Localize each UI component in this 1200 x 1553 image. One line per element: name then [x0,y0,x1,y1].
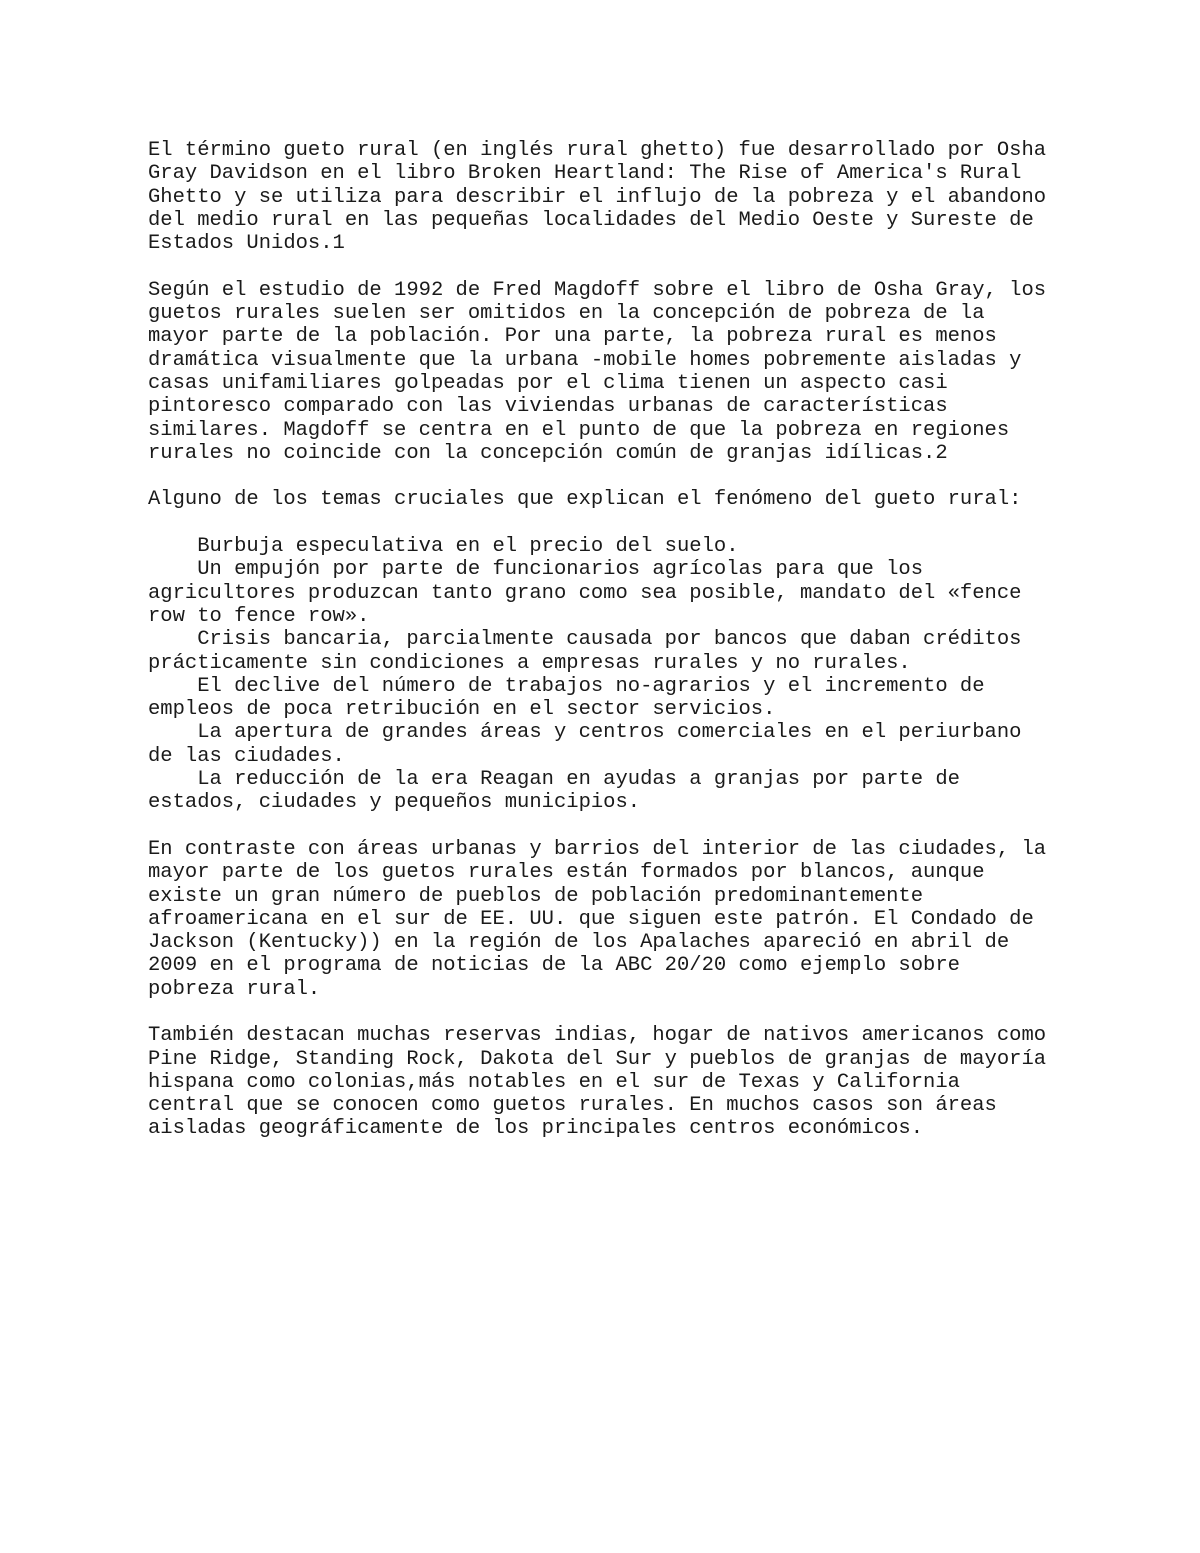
text-line: similares. Magdoff se centra en el punto de que la pobreza en regiones [148,418,1010,442]
text-line: central que se conocen como guetos rurales. En muchos casos son áreas [148,1094,997,1118]
list-item-line: Burbuja especulativa en el precio del suelo. [148,535,739,559]
list-item-line: de las ciudades. [148,744,345,768]
text-line: Estados Unidos.1 [148,232,345,256]
text-line: Jackson (Kentucky)) en la región de los Apalaches apareció en abril de [148,931,1010,955]
document-body [148,139,1148,1141]
blank-line [148,465,1148,488]
text-line: pintoresco comparado con las viviendas urbanas de características [148,395,948,419]
list-item-line: El declive del número de trabajos no-agrarios y el incremento de [148,674,985,698]
text-line: pobreza rural. [148,977,321,1001]
text-line: En contraste con áreas urbanas y barrios del interior de las ciudades, la [148,837,1047,861]
text-line: aisladas geográficamente de los principales centros económicos. [148,1117,924,1141]
text-line: Según el estudio de 1992 de Fred Magdoff sobre el libro de Osha Gray, los [148,278,1047,302]
blank-line [148,512,1148,535]
text-line: hispana como colonias,más notables en el sur de Texas y California [148,1070,960,1094]
text-line: Pine Ridge, Standing Rock, Dakota del Sur y pueblos de granjas de mayoría [148,1047,1047,1071]
list-item-line: estados, ciudades y pequeños municipios. [148,791,641,815]
text-line: Alguno de los temas cruciales que explican el fenómeno del gueto rural: [148,488,1022,512]
list-item-line: prácticamente sin condiciones a empresas rurales y no rurales. [148,651,911,675]
list-item-line: La apertura de grandes áreas y centros comerciales en el periurbano [148,721,1022,745]
text-line: existe un gran número de pueblos de población predominantemente [148,884,924,908]
text-line: dramática visualmente que la urbana -mobile homes pobremente aisladas y [148,348,1022,372]
text-line: mayor parte de la población. Por una parte, la pobreza rural es menos [148,325,997,349]
blank-line [148,255,1148,278]
text-line: 2009 en el programa de noticias de la ABC 20/20 como ejemplo sobre [148,954,960,978]
text-line: afroamericana en el sur de EE. UU. que siguen este patrón. El Condado de [148,907,1034,931]
text-line: rurales no coincide con la concepción común de granjas idílicas.2 [148,441,948,465]
text-line: También destacan muchas reservas indias, hogar de nativos americanos como [148,1024,1047,1048]
text-line: Ghetto y se utiliza para describir el influjo de la pobreza y el abandono [148,185,1047,209]
text-line: del medio rural en las pequeñas localidades del Medio Oeste y Sureste de [148,208,1034,232]
text-line: El término gueto rural (en inglés rural ghetto) fue desarrollado por Osha [148,139,1047,162]
list-item-line: row to fence row». [148,604,370,628]
blank-line [148,1001,1148,1024]
blank-line [148,815,1148,838]
list-item-line: agricultores produzcan tanto grano como sea posible, mandato del «fence [148,581,1022,605]
text-line: guetos rurales suelen ser omitidos en la concepción de pobreza de la [148,302,985,326]
list-item-line: La reducción de la era Reagan en ayudas a granjas por parte de [148,768,960,792]
text-line: Gray Davidson en el libro Broken Heartland: The Rise of America's Rural [148,162,1022,186]
list-item-line: Crisis bancaria, parcialmente causada por bancos que daban créditos [148,628,1022,652]
list-item-line: empleos de poca retribución en el sector servicios. [148,698,776,722]
text-line: casas unifamiliares golpeadas por el clima tienen un aspecto casi [148,371,948,395]
list-item-line: Un empujón por parte de funcionarios agrícolas para que los [148,558,924,582]
text-line: mayor parte de los guetos rurales están formados por blancos, aunque [148,861,985,885]
